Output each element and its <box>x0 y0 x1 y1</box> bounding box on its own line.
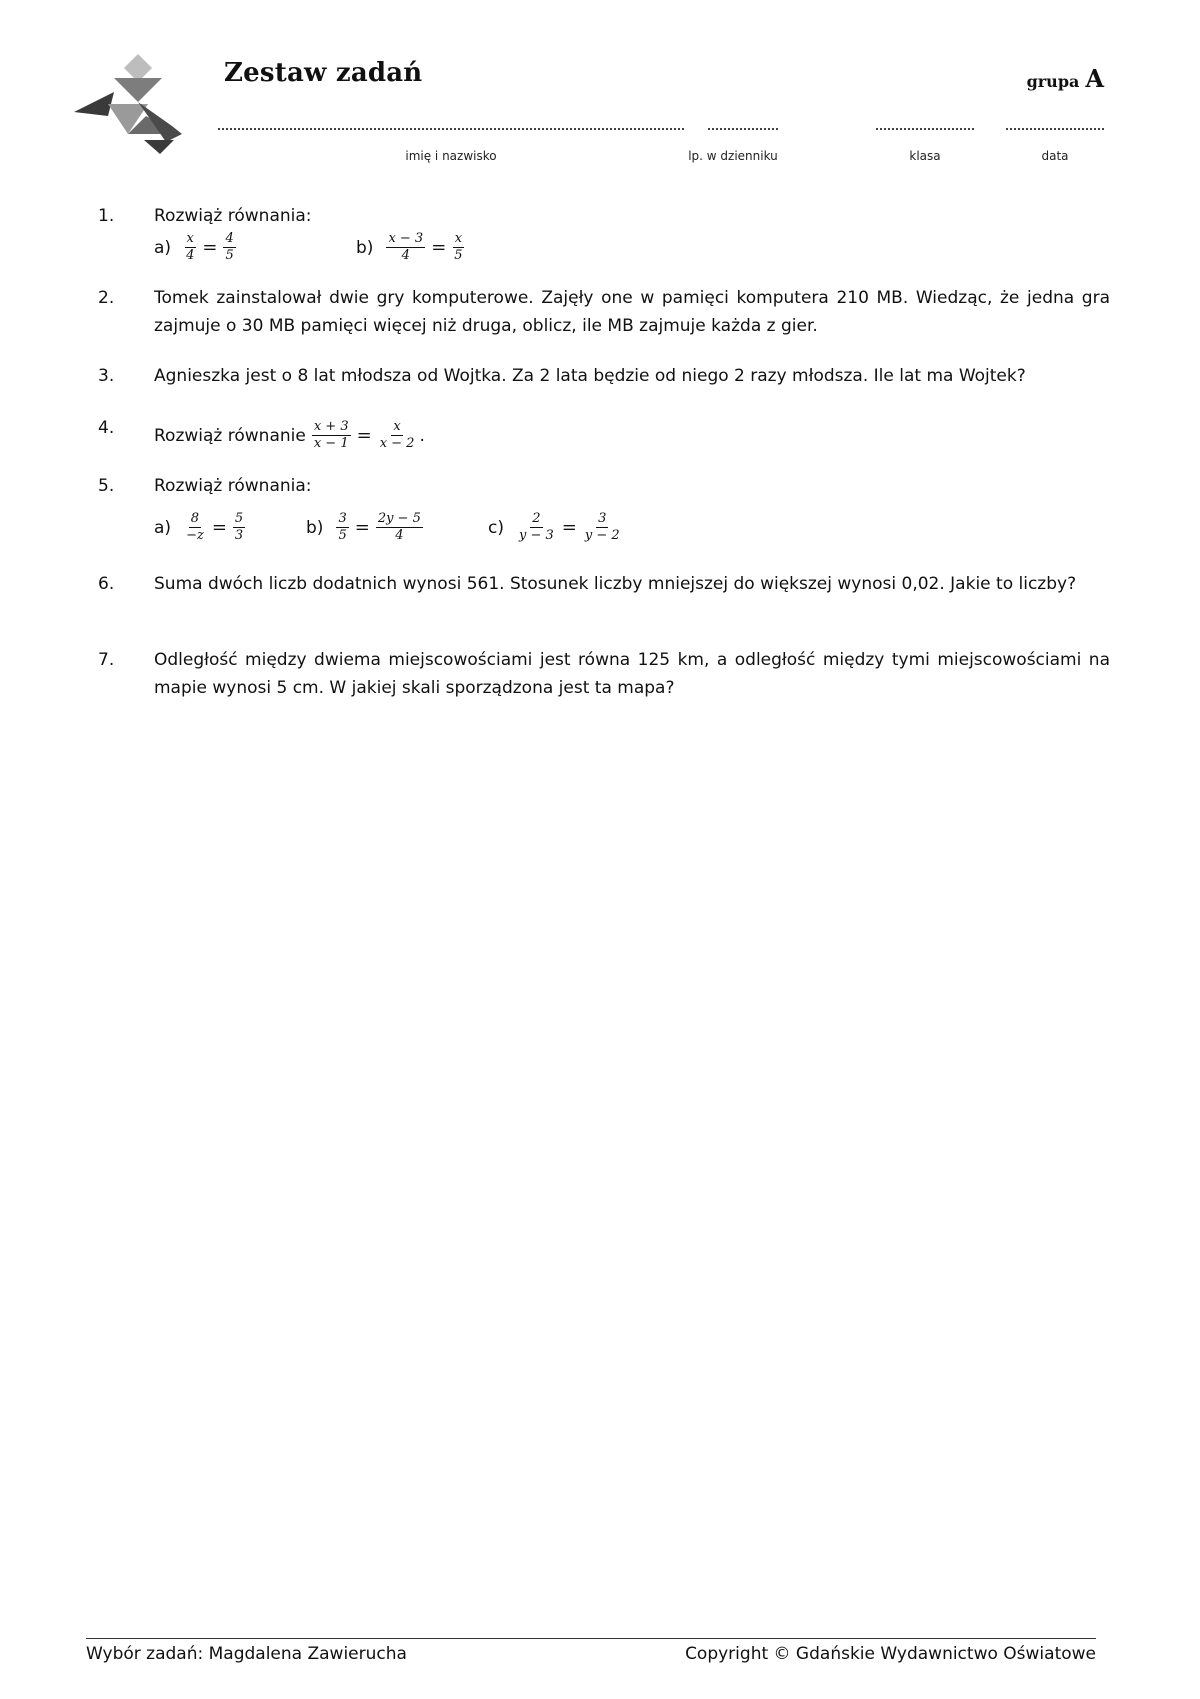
footer-author: Wybór zadań: Magdalena Zawierucha <box>86 1644 407 1664</box>
part-label: b) <box>356 237 374 258</box>
equation-b <box>306 512 426 543</box>
fraction-lhs: $\frac{3}{5}$ <box>338 511 347 543</box>
part-label: b) <box>306 517 324 538</box>
equals-sign: = <box>431 236 447 258</box>
equals-sign: = <box>354 516 370 538</box>
task-number: 1. <box>98 206 115 226</box>
task-number: 3. <box>98 366 115 386</box>
fraction-rhs: $\frac{3}{y - 2}$ <box>584 511 620 543</box>
fraction-lhs: $\frac{x - 3}{4}$ <box>388 231 424 263</box>
fraction-rhs: $\frac{2y - 5}{4}$ <box>377 511 421 543</box>
page-title: Zestaw zadań <box>224 58 423 88</box>
task-number: 6. <box>98 574 115 594</box>
task-number: 5. <box>98 476 115 496</box>
task-text: Agnieszka jest o 8 lat młodsza od Wojtka. Za 2 lata będzie od niego 2 razy młodsza. Ile lat ma Wojtek? <box>154 366 1026 386</box>
equals-sign: = <box>211 516 227 538</box>
part-label: a) <box>154 237 172 258</box>
equation-a <box>154 512 248 543</box>
fraction-rhs: $\frac{x}{5}$ <box>454 231 463 263</box>
fraction-lhs: $\frac{8}{-z}$ <box>186 511 204 543</box>
fraction-rhs: $\frac{5}{3}$ <box>234 511 244 543</box>
task-text: Suma dwóch liczb dodatnich wynosi 561. Stosunek liczby mniejszej do większej wynosi 0,02. Jakie to liczby? <box>154 574 1077 594</box>
task-number: 7. <box>98 650 115 670</box>
fraction-rhs: $\frac{4}{5}$ <box>225 231 234 263</box>
class-field-line[interactable] <box>876 126 974 130</box>
equation-c <box>488 512 625 543</box>
task-text: Rozwiąż równania: <box>154 476 312 496</box>
group-letter: A <box>1085 64 1104 93</box>
equals-sign: = <box>202 236 218 258</box>
date-field-line[interactable] <box>1006 126 1104 130</box>
name-field-line[interactable] <box>218 126 684 130</box>
register-number-field-label: lp. w dzienniku <box>688 149 778 163</box>
task-text: Rozwiąż równanie <box>154 425 306 446</box>
fraction-lhs: $\frac{x + 3}{x - 1}$ <box>313 419 349 451</box>
equals-sign: = <box>356 424 372 446</box>
task-number: 2. <box>98 288 115 308</box>
group-indicator <box>1027 64 1104 93</box>
fraction-rhs: $\frac{x}{x - 2}$ <box>379 419 415 451</box>
equals-sign: = <box>561 516 577 538</box>
footer-divider <box>86 1638 1096 1639</box>
equation-b <box>356 232 468 263</box>
footer-copyright: Copyright © Gdańskie Wydawnictwo Oświatowe <box>685 1644 1096 1664</box>
task-number: 4. <box>98 418 115 438</box>
register-number-field-line[interactable] <box>708 126 778 130</box>
task-text: Tomek zainstalował dwie gry komputerowe. Zajęły one w pamięci komputera 210 MB. Wiedząc, że jedna gra zajmuje o 30 MB pamięci więcej niż druga, oblicz, ile MB zajmuje każda z gier. <box>154 288 1110 336</box>
name-field-label: imię i nazwisko <box>405 149 497 163</box>
equation-a <box>154 232 239 263</box>
group-label: grupa <box>1026 72 1080 91</box>
tangram-logo-icon <box>74 54 184 154</box>
fraction-lhs: $\frac{2}{y - 3}$ <box>518 511 554 543</box>
task-text: Rozwiąż równania: <box>154 206 312 226</box>
date-field-label: data <box>1041 149 1069 163</box>
sentence-end: . <box>419 425 425 446</box>
task-text: Odległość między dwiema miejscowościami jest równa 125 km, a odległość między tymi miejscowościami na mapie wynosi 5 cm. W jakiej skali sporządzona jest ta mapa? <box>154 650 1110 698</box>
fraction-lhs: $\frac{x}{4}$ <box>186 231 195 263</box>
part-label: a) <box>154 517 172 538</box>
part-label: c) <box>488 517 504 538</box>
class-field-label: klasa <box>909 149 941 163</box>
